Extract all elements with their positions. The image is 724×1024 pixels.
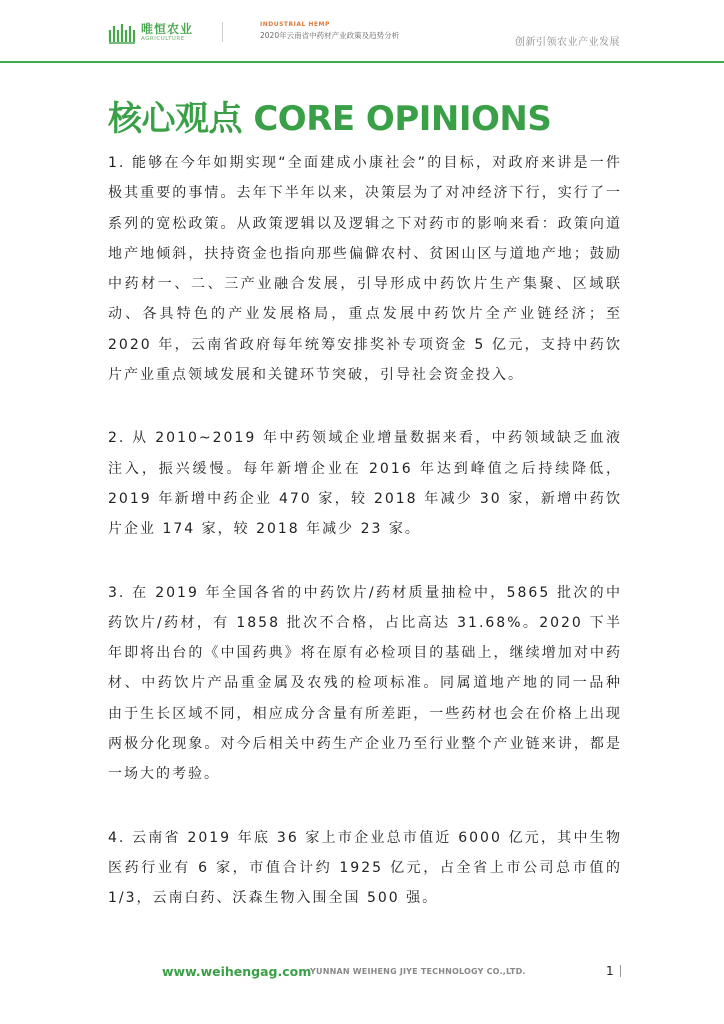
report-info [260,22,399,40]
logo-name-en: AGRICULTURE [141,36,185,43]
opinion-paragraph-1: 1. 能够在今年如期实现“全面建成小康社会”的目标，对政府来讲是一件极其重要的事情。去年下半年以来，决策层为了对冲经济下行，实行了一系列的宽松政策。从政策逻辑以及逻辑之下对药市的影响来看：政策向道地产地倾斜，扶持资金也指向那些偏僻农村、贫困山区与道地产地；鼓励中药材一、二、三产业融合发展，引导形成中药饮片生产集聚、区域联动、各具特色的产业发展格局，重点发展中药饮片全产业链经济；至 2020 年，云南省政府每年统筹安排奖补专项资金 5 亿元，支持中药饮片产业重点领域发展和关键环节突破，引导社会资金投入。 [108,155,622,384]
report-title: 2020年云南省中药材产业政策及趋势分析 [260,31,400,40]
company-name: YUNNAN WEIHENG JIYE TECHNOLOGY CO.,LTD. [310,967,526,976]
page-number-divider [620,965,621,977]
page-header [0,0,724,62]
report-category: INDUSTRIAL HEMP [260,21,330,28]
page-footer [0,956,724,986]
logo-name-cn: 唯恒农业 [141,22,194,37]
section-title: 核心观点 CORE OPINIONS [108,99,552,139]
opinion-paragraph-2: 2. 从 2010~2019 年中药领域企业增量数据来看，中药领域缺乏血液注入，振兴缓慢。每年新增企业在 2016 年达到峰值之后持续降低，2019 年新增中药企业 470 家，较 2018 年减少 30 家，新增中药饮片企业 174 家，较 2018 年减少 23 家。 [108,430,622,538]
core-opinions-body [108,148,622,947]
header-slogan: 创新引领农业产业发展 [515,37,620,48]
header-rule [0,61,724,63]
opinion-paragraph-4: 4. 云南省 2019 年底 36 家上市企业总市值近 6000 亿元，其中生物医药行业有 6 家，市值合计约 1925 亿元，占全省上市公司总市值的 1/3，云南白药、沃森生物入围全国 500 强。 [108,829,622,907]
website-link[interactable]: www.weihengag.com [162,964,312,979]
header-divider [222,22,223,42]
opinion-paragraph-3: 3. 在 2019 年全国各省的中药饮片/药材质量抽检中，5865 批次的中药饮片/药材，有 1858 批次不合格，占比高达 31.68%。2020 下半年即将出台的《中国药典》将在原有必检项目的基础上，继续增加对中药材、中药饮片产品重金属及农残的检项标准。同属道地产地的同一品种 由于生长区域不同，相应成分含量有所差距，一些药材也会在价格上出现两极分化现象。对今后相关中药生产企业乃至行业整个产业链来讲，都是一场大的考验。 [108,584,622,783]
page-number: 1 [606,964,614,978]
logo-icon [108,22,136,44]
company-logo [108,20,193,46]
